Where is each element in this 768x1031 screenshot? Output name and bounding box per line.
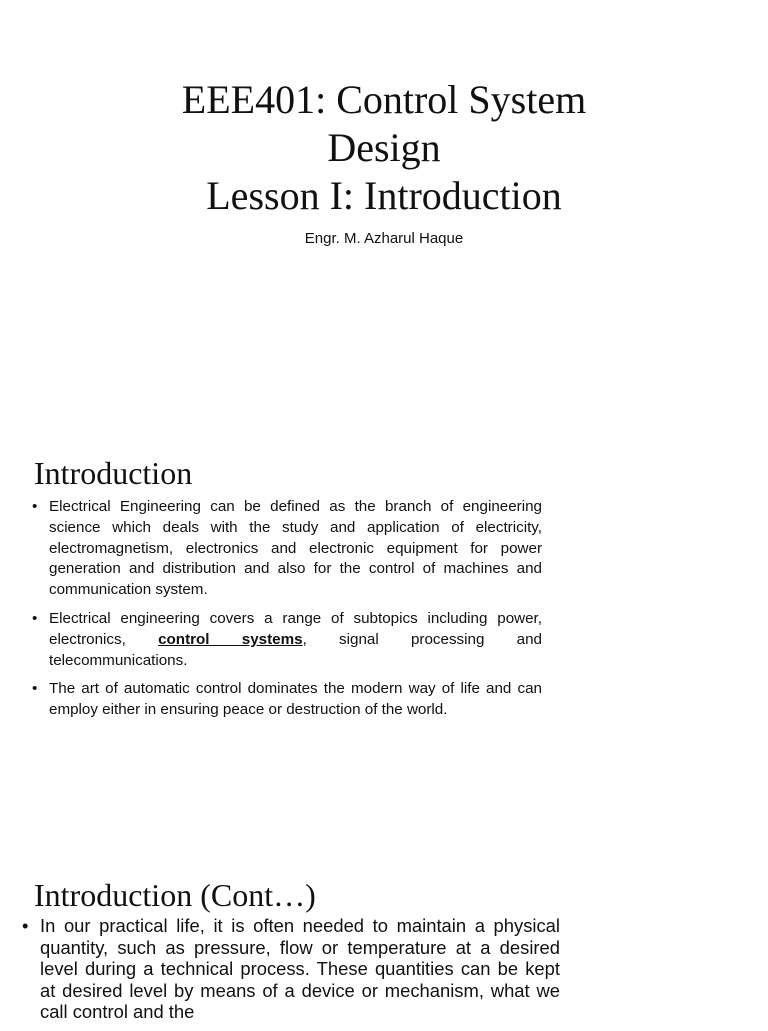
bullet-item [32, 609, 542, 671]
deck-title-line: Lesson I: Introduction [206, 173, 562, 218]
title-slide [0, 0, 768, 410]
bullet-text: Electrical Engineering can be defined as the branch of engineering science which deals with the study and application of electricity, electromagnetism, electronics and electronic equipment for power generation and distribution and also for the control of machines and communication system. [49, 498, 542, 599]
bullet-icon: • [32, 609, 38, 627]
bullet-list [22, 915, 560, 1031]
highlight-term: control systems [158, 630, 303, 648]
bullet-text-after: , signal processing and telecommunications. [49, 630, 542, 669]
slide-heading: Introduction (Cont…) [34, 877, 316, 913]
bullet-item [32, 497, 542, 601]
deck-title [0, 76, 768, 220]
bullet-icon: • [32, 498, 38, 515]
bullet-list [32, 497, 542, 729]
bullet-icon: • [22, 915, 29, 936]
deck-title-line: EEE401: Control System [181, 77, 587, 122]
bullet-item [22, 915, 560, 1023]
slide-heading: Introduction [34, 455, 193, 491]
bullet-text: The art of automatic control dominates the modern way of life and can employ either in ensuring peace or destruction of the world. [49, 680, 542, 719]
introduction-slide [0, 445, 768, 825]
bullet-icon: • [32, 680, 38, 698]
introduction-cont-slide [0, 870, 768, 1024]
bullet-text-before: Electrical engineering covers a range of subtopics including power, electronics, [49, 609, 542, 648]
author-name: Engr. M. Azharul Haque [304, 230, 464, 247]
bullet-text: In our practical life, it is often needed to maintain a physical quantity, such as pressure, flow or temperature at a desired level during a technical process. These quantities can be kept at desired level by means of a device or mechanism, what we call control and the [40, 915, 560, 1023]
bullet-item [32, 679, 542, 721]
deck-title-line: Design [327, 125, 441, 170]
